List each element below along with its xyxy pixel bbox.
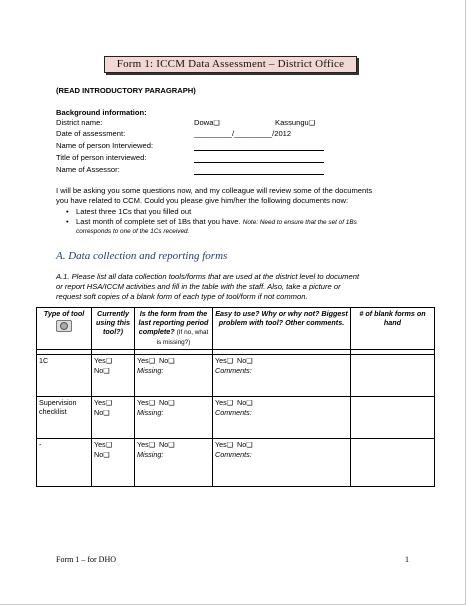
checkbox-icon: ❑	[226, 399, 234, 407]
col-header-currently-using: Currently using this tool?)	[92, 308, 135, 350]
col-header-easy-to-use: Easy to use? Why or why not? Biggest problem with tool? Other comments.	[213, 308, 351, 350]
checkbox-icon: ❑	[105, 441, 113, 449]
read-instruction: (READ INTRODUCTORY PARAGRAPH)	[56, 86, 196, 95]
checkbox-icon: ❑	[103, 409, 110, 417]
date-label: Date of assessment:	[56, 129, 126, 138]
list-item: • Latest three 1Cs that you filled out	[66, 207, 357, 217]
checkbox-icon: ❑	[105, 357, 113, 365]
blank-forms-cell[interactable]	[351, 355, 435, 397]
table-row	[37, 355, 435, 397]
col-header-recent-complete: Is the form from the last reporting period complete? (If no, what is missing?)	[135, 308, 213, 350]
checkbox-icon: ❑	[105, 399, 113, 407]
interviewee-name-line[interactable]	[194, 150, 324, 151]
assessor-name-line[interactable]	[194, 174, 324, 175]
list-item: • Last month of complete set of 1Bs that you have. Note: Need to ensure that the set of 1Bs	[66, 217, 357, 228]
checkbox-icon: ❑	[308, 119, 316, 127]
checkbox-icon: ❑	[246, 399, 253, 407]
assessor-label: Name of Assessor:	[56, 165, 120, 174]
col-header-blank-forms: # of blank forms on hand	[351, 308, 435, 350]
document-request-list	[66, 207, 357, 227]
checkbox-icon: ❑	[168, 399, 175, 407]
footer-page-number: 1	[405, 555, 409, 564]
interviewee-title-label: Title of person interviewed:	[56, 153, 147, 162]
district-label: District name:	[56, 118, 103, 127]
tool-name: 1C	[37, 355, 92, 397]
data-collection-table	[36, 307, 435, 487]
checkbox-icon: ❑	[168, 357, 175, 365]
complete-cell[interactable]: Yes❑ No❑ Missing:	[135, 355, 213, 397]
table-row	[37, 397, 435, 439]
question-a1-line-2: or report HSA/ICCM activities and fill in the table with the staff. Also, take a picture or	[56, 282, 341, 291]
table-header-row	[37, 308, 435, 350]
date-field[interactable]: _________/_________/2012	[194, 129, 292, 138]
blank-forms-cell[interactable]	[351, 439, 435, 487]
intro-paragraph-line-2: you have related to CCM. Could you please give him/her the following documents now:	[56, 196, 349, 205]
checkbox-icon: ❑	[103, 451, 110, 459]
question-a1-line-1: A.1. Please list all data collection tools/forms that are used at the district level to document	[56, 272, 360, 281]
bullet-note: Note: Need to ensure that the set of 1Bs	[242, 218, 357, 226]
complete-cell[interactable]: Yes❑ No❑ Missing:	[135, 397, 213, 439]
tool-name: -	[37, 439, 92, 487]
complete-cell[interactable]: Yes❑ No❑ Missing:	[135, 439, 213, 487]
checkbox-icon: ❑	[148, 441, 156, 449]
checkbox-icon: ❑	[213, 119, 220, 127]
checkbox-icon: ❑	[148, 399, 156, 407]
interviewee-title-line[interactable]	[194, 162, 324, 163]
question-a1-line-3: request soft copies of a blank form of each type of tool/form if not common.	[56, 292, 308, 301]
form-title: Form 1: ICCM Data Assessment – District Office	[104, 56, 357, 73]
easy-cell[interactable]: Yes❑ No❑ Comments:	[213, 397, 351, 439]
bullet-note-continued: corresponds to one of the 1Cs received.	[76, 228, 190, 235]
table-row	[37, 439, 435, 487]
checkbox-icon: ❑	[246, 357, 253, 365]
intro-paragraph-line-1: I will be asking you some questions now, and my colleague will review some of the documents	[56, 186, 373, 195]
easy-cell[interactable]: Yes❑ No❑ Comments:	[213, 439, 351, 487]
tool-name: Supervision checklist	[37, 397, 92, 439]
checkbox-icon: ❑	[103, 367, 110, 375]
interviewee-name-label: Name of person Interviewed:	[56, 141, 154, 150]
checkbox-icon: ❑	[148, 357, 156, 365]
background-heading: Background information:	[56, 108, 147, 117]
using-cell[interactable]: Yes❑ No❑	[92, 397, 135, 439]
district-option-kassungu[interactable]: Kassungu❑	[275, 118, 316, 127]
using-cell[interactable]: Yes❑ No❑	[92, 355, 135, 397]
checkbox-icon: ❑	[168, 441, 175, 449]
checkbox-icon: ❑	[226, 357, 234, 365]
district-option-dowa[interactable]: Dowa❑	[194, 118, 220, 127]
checkbox-icon: ❑	[226, 441, 234, 449]
checkbox-icon: ❑	[246, 441, 253, 449]
using-cell[interactable]: Yes❑ No❑	[92, 439, 135, 487]
blank-forms-cell[interactable]	[351, 397, 435, 439]
col-header-type: Type of tool	[37, 308, 92, 350]
footer-form-label: Form 1 – for DHO	[56, 555, 116, 564]
camera-icon	[56, 320, 72, 332]
section-a-heading: A. Data collection and reporting forms	[56, 250, 228, 262]
easy-cell[interactable]: Yes❑ No❑ Comments:	[213, 355, 351, 397]
